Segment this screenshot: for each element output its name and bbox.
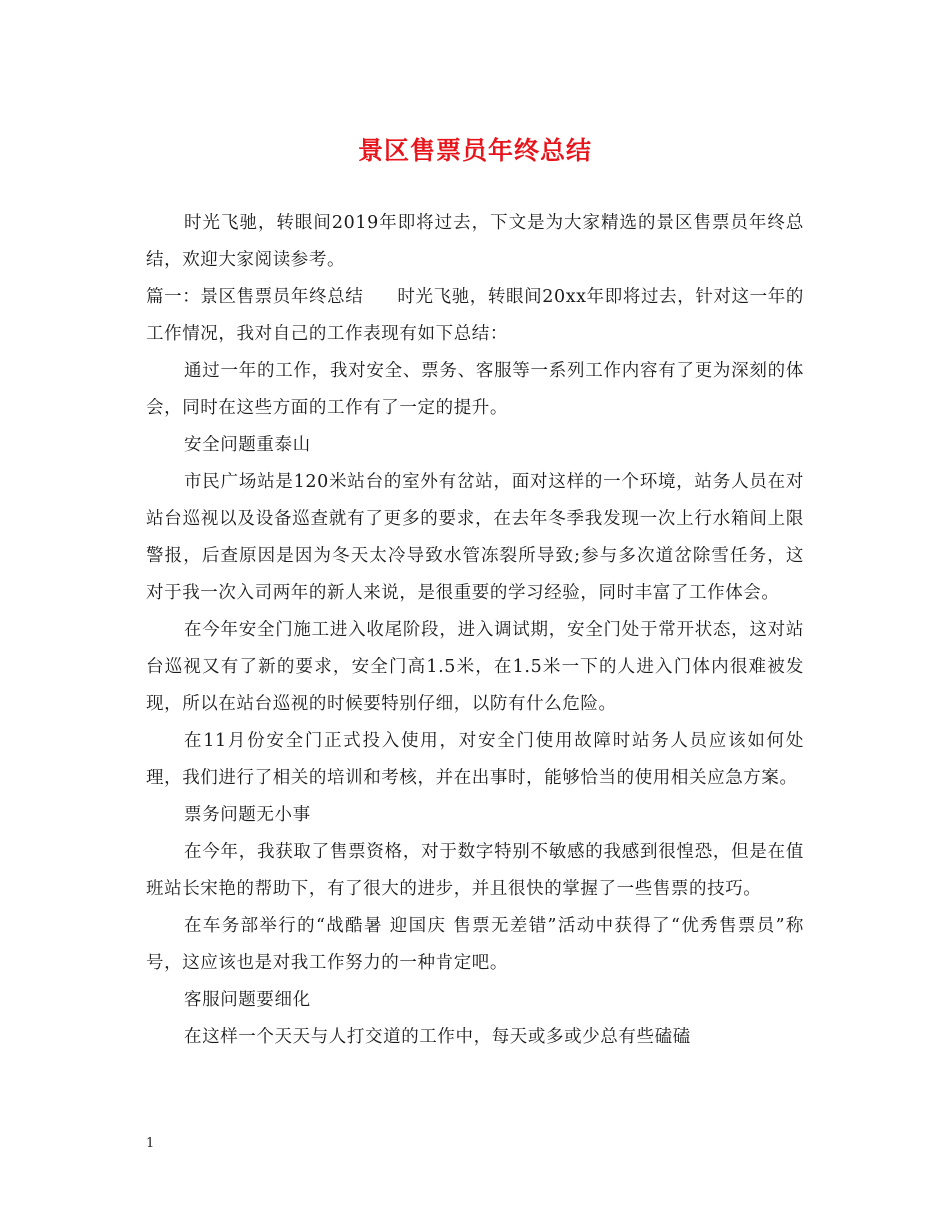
paragraph-ticket-qualification: 在今年，我获取了售票资格，对于数字特别不敏感的我感到很惶恐，但是在值班站长宋艳的帮助下，有了很大的进步，并且很快的掌握了一些售票的技巧。 <box>146 842 804 899</box>
section-heading-ticketing: 票务问题无小事 <box>184 805 311 825</box>
paragraph-station: 市民广场站是120米站台的室外有岔站，面对这样的一个环境，站务人员在对站台巡视以及设备巡查就有了更多的要求，在去年冬季我发现一次上行水箱间上限警报，后查原因是因为冬天太冷导致水管冻裂所导致;参与多次道岔除雪任务，这对于我一次入司两年的新人来说，是很重要的学习经验，同时丰富了工作体会。 <box>146 472 804 603</box>
section-heading-safety: 安全问题重泰山 <box>184 435 311 455</box>
paragraph-award: 在车务部举行的“战酷暑 迎国庆 售票无差错”活动中获得了“优秀售票员”称号，这应该也是对我工作努力的一种肯定吧。 <box>146 916 804 973</box>
part-one-paragraph <box>146 279 804 353</box>
section-heading-service: 客服问题要细化 <box>184 990 311 1010</box>
page-title: 景区售票员年终总结 <box>357 136 592 165</box>
part-one-text: 时光飞驰，转眼间20xx年即将过去，针对这一年的工作情况，我对自己的工作表现有如下总结： <box>146 287 804 344</box>
paragraph-service: 在这样一个天天与人打交道的工作中，每天或多或少总有些磕磕 <box>184 1027 691 1047</box>
intro-paragraph: 时光飞驰，转眼间2019年即将过去，下文是为大家精选的景区售票员年终总结，欢迎大家阅读参考。 <box>146 213 804 270</box>
page-number: 1 <box>146 1136 155 1151</box>
part-one-label: 篇一：景区售票员年终总结 <box>146 287 364 307</box>
paragraph-november: 在11月份安全门正式投入使用，对安全门使用故障时站务人员应该如何处理，我们进行了相关的培训和考核，并在出事时，能够恰当的使用相关应急方案。 <box>146 731 804 788</box>
document-body <box>146 205 804 1056</box>
paragraph-safety-door: 在今年安全门施工进入收尾阶段，进入调试期，安全门处于常开状态，这对站台巡视又有了新的要求，安全门高1.5米，在1.5米一下的人进入门体内很难被发现，所以在站台巡视的时候要特别仔细，以防有什么危险。 <box>146 620 804 714</box>
paragraph-experience: 通过一年的工作，我对安全、票务、客服等一系列工作内容有了更为深刻的体会，同时在这些方面的工作有了一定的提升。 <box>146 361 804 418</box>
